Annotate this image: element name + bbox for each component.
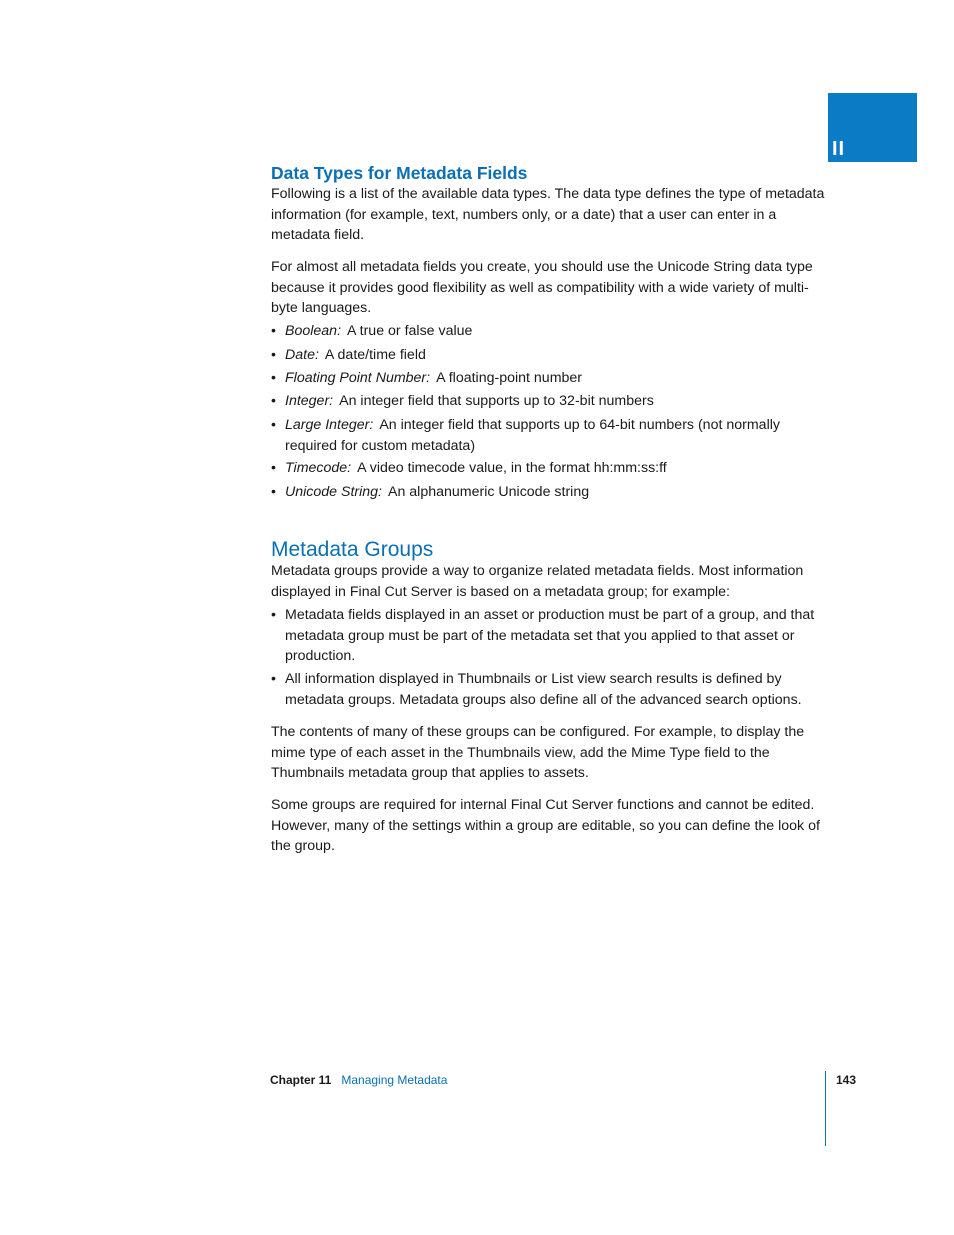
list-item-desc: A date/time field <box>324 347 426 363</box>
bullet: • <box>271 393 276 409</box>
bullet: • <box>271 323 276 339</box>
list-item-desc: A video timecode value, in the format hh:mm:ss:ff <box>357 460 667 476</box>
bullet: • <box>271 370 276 386</box>
paragraph-groups-required: Some groups are required for internal Final Cut Server functions and cannot be edited. However, many of the settings within a group are editable, so you can define the look of the group. <box>271 797 820 854</box>
paragraph-unicode-recommendation: For almost all metadata fields you create, you should use the Unicode String data type because it provides good flexibility as well as compatibility with a wide variety of multi-byte languages. <box>271 259 813 316</box>
list-item-data-type <box>271 482 826 503</box>
list-item-groups <box>271 669 826 710</box>
list-item-data-type <box>271 391 826 412</box>
list-item-desc: An alphanumeric Unicode string <box>388 484 590 500</box>
list-item-data-type <box>271 368 826 389</box>
list-item-data-type <box>271 458 826 479</box>
list-item-term: Date: <box>285 347 319 363</box>
footer-chapter: Chapter 11 <box>270 1073 332 1087</box>
list-item-desc: A true or false value <box>347 323 473 339</box>
page-footer <box>270 1072 447 1088</box>
footer-chapter-title: Managing Metadata <box>341 1073 448 1087</box>
list-item-groups <box>271 605 826 667</box>
page-number: 143 <box>836 1073 857 1087</box>
list-item-term: Integer: <box>285 393 334 409</box>
list-item-data-type <box>271 321 826 342</box>
paragraph-groups-intro: Metadata groups provide a way to organize related metadata fields. Most information displayed in Final Cut Server is based on a metadata group; for example: <box>271 563 804 600</box>
list-item-term: Boolean: <box>285 323 342 339</box>
bullet: • <box>271 607 276 623</box>
bullet: • <box>271 347 276 363</box>
list-item-term: Unicode String: <box>285 484 382 500</box>
footer-divider <box>825 1071 826 1146</box>
section-heading-data-types: Data Types for Metadata Fields <box>271 163 528 183</box>
list-item-text: All information displayed in Thumbnails or List view search results is defined by metadata groups. Metadata groups also define all of the advanced search options. <box>285 671 802 708</box>
bullet: • <box>271 484 276 500</box>
section-heading-metadata-groups: Metadata Groups <box>271 538 434 561</box>
part-tab <box>828 93 917 162</box>
list-item-data-type <box>271 345 826 366</box>
list-item-desc: An integer field that supports up to 32-bit numbers <box>339 393 654 409</box>
list-item-text: Metadata fields displayed in an asset or production must be part of a group, and that metadata group must be part of the metadata set that you applied to that asset or production. <box>285 607 815 664</box>
list-item-term: Large Integer: <box>285 417 374 433</box>
paragraph-groups-configurable: The contents of many of these groups can be configured. For example, to display the mime type of each asset in the Thumbnails view, add the Mime Type field to the Thumbnails metadata group that applies to assets. <box>271 724 805 781</box>
bullet: • <box>271 671 276 687</box>
paragraph-data-types-intro: Following is a list of the available data types. The data type defines the type of metadata information (for example, text, numbers only, or a date) that a user can enter in a metadata field. <box>271 186 825 243</box>
list-item-desc: A floating-point number <box>436 370 583 386</box>
list-item-term: Floating Point Number: <box>285 370 431 386</box>
list-item-data-type <box>271 415 826 456</box>
part-tab-label: II <box>832 138 846 160</box>
bullet: • <box>271 460 276 476</box>
list-item-desc: An integer field that supports up to 64-bit numbers (not normally required for custom metadata) <box>285 417 780 454</box>
bullet: • <box>271 417 276 433</box>
list-item-term: Timecode: <box>285 460 352 476</box>
